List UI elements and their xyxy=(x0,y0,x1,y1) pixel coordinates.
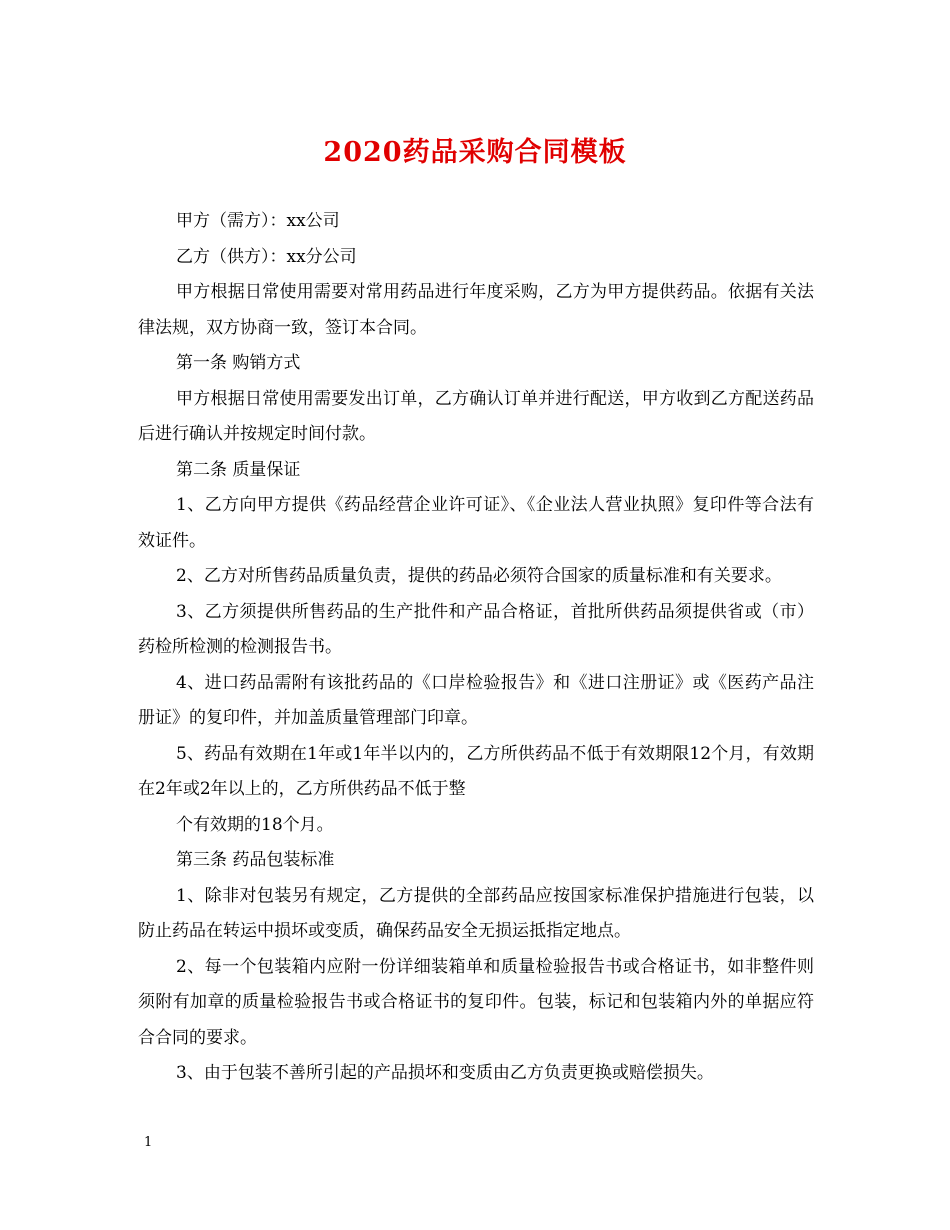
document-body xyxy=(138,204,814,1092)
article-2-clause-5-continued: 个有效期的18个月。 xyxy=(176,814,334,835)
article-2-clause-5: 5、药品有效期在1年或1年半以内的，乙方所供药品不低于有效期限12个月，有效期在2年或2年以上的，乙方所供药品不低于整 xyxy=(138,743,814,799)
page-number: 1 xyxy=(144,1135,153,1150)
party-a-line: 甲方（需方）：xx公司 xyxy=(176,211,340,231)
article-2-clause-4: 4、进口药品需附有该批药品的《口岸检验报告》和《进口注册证》或《医药产品注册证》的复印件，并加盖质量管理部门印章。 xyxy=(138,672,814,728)
article-3-clause-2: 2、每一个包装箱内应附一份详细装箱单和质量检验报告书或合格证书，如非整件则须附有加章的质量检验报告书或合格证书的复印件。包装，标记和包装箱内外的单据应符合合同的要求。 xyxy=(138,956,814,1048)
article-3-heading: 第三条 药品包装标准 xyxy=(176,850,335,870)
article-1-heading: 第一条 购销方式 xyxy=(176,353,301,373)
article-2-clause-1: 1、乙方向甲方提供《药品经营企业许可证》、《企业法人营业执照》复印件等合法有效证件。 xyxy=(138,495,814,551)
article-2-heading: 第二条 质量保证 xyxy=(176,459,301,480)
article-3-clause-3: 3、由于包装不善所引起的产品损坏和变质由乙方负责更换或赔偿损失。 xyxy=(176,1063,714,1083)
intro-paragraph: 甲方根据日常使用需要对常用药品进行年度采购，乙方为甲方提供药品。依据有关法律法规，双方协商一致，签订本合同。 xyxy=(138,282,814,338)
document-title: 2020药品采购合同模板 xyxy=(323,137,627,168)
article-2-clause-3: 3、乙方须提供所售药品的生产批件和产品合格证，首批所供药品须提供省或（市）药检所检测的检测报告书。 xyxy=(138,601,814,657)
article-1-paragraph: 甲方根据日常使用需要发出订单，乙方确认订单并进行配送，甲方收到乙方配送药品后进行确认并按规定时间付款。 xyxy=(138,388,814,444)
article-2-clause-2: 2、乙方对所售药品质量负责，提供的药品必须符合国家的质量标准和有关要求。 xyxy=(176,566,782,586)
party-b-line: 乙方（供方）：xx分公司 xyxy=(176,246,357,267)
article-3-clause-1: 1、除非对包装另有规定，乙方提供的全部药品应按国家标准保护措施进行包装，以防止药品在转运中损坏或变质，确保药品安全无损运抵指定地点。 xyxy=(138,885,814,941)
